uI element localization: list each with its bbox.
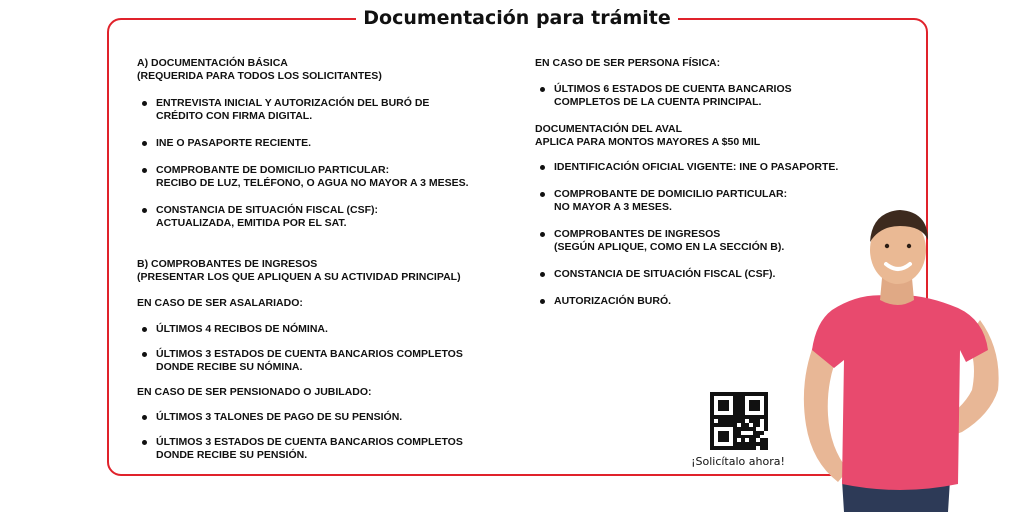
pensionado-heading: EN CASO DE SER PENSIONADO O JUBILADO: bbox=[137, 386, 372, 398]
list-item: ÚLTIMOS 4 RECIBOS DE NÓMINA. bbox=[137, 323, 517, 336]
list-item: INE O PASAPORTE RECIENTE. bbox=[137, 137, 517, 150]
page-title: Documentación para trámite bbox=[356, 3, 678, 33]
list-item: CONSTANCIA DE SITUACIÓN FISCAL (CSF): ACTUALIZADA, EMITIDA POR EL SAT. bbox=[137, 204, 517, 230]
list-item: ÚLTIMOS 3 TALONES DE PAGO DE SU PENSIÓN. bbox=[137, 411, 517, 424]
left-column bbox=[137, 57, 517, 462]
asalariado-heading: EN CASO DE SER ASALARIADO: bbox=[137, 297, 303, 309]
aval-heading: DOCUMENTACIÓN DEL AVAL APLICA PARA MONTOS MAYORES A $50 MIL bbox=[535, 123, 761, 148]
list-item: ÚLTIMOS 3 ESTADOS DE CUENTA BANCARIOS COMPLETOS DONDE RECIBE SU PENSIÓN. bbox=[137, 436, 517, 462]
section-a-list bbox=[137, 97, 517, 230]
section-b-heading: B) COMPROBANTES DE INGRESOS (PRESENTAR LOS QUE APLIQUEN A SU ACTIVIDAD PRINCIPAL) bbox=[137, 258, 461, 283]
person-illustration bbox=[790, 200, 1010, 512]
qr-code-icon[interactable] bbox=[710, 392, 768, 450]
list-item: COMPROBANTES DE INGRESOS (SEGÚN APLIQUE, COMO EN LA SECCIÓN B). bbox=[535, 228, 865, 254]
asalariado-list bbox=[137, 323, 517, 374]
list-item: IDENTIFICACIÓN OFICIAL VIGENTE: INE O PASAPORTE. bbox=[535, 161, 865, 174]
persona-fisica-list bbox=[535, 83, 865, 109]
list-item: ENTREVISTA INICIAL Y AUTORIZACIÓN DEL BURÓ DE CRÉDITO CON FIRMA DIGITAL. bbox=[137, 97, 517, 123]
cta-link[interactable]: ¡Solicítalo ahora! bbox=[691, 455, 785, 468]
list-item: ÚLTIMOS 3 ESTADOS DE CUENTA BANCARIOS COMPLETOS DONDE RECIBE SU NÓMINA. bbox=[137, 348, 517, 374]
list-item: COMPROBANTE DE DOMICILIO PARTICULAR: RECIBO DE LUZ, TELÉFONO, O AGUA NO MAYOR A 3 MESES. bbox=[137, 164, 517, 190]
persona-fisica-heading: EN CASO DE SER PERSONA FÍSICA: bbox=[535, 57, 721, 69]
section-a-heading: A) DOCUMENTACIÓN BÁSICA (REQUERIDA PARA TODOS LOS SOLICITANTES) bbox=[137, 57, 382, 82]
list-item: COMPROBANTE DE DOMICILIO PARTICULAR: NO MAYOR A 3 MESES. bbox=[535, 188, 865, 214]
list-item: CONSTANCIA DE SITUACIÓN FISCAL (CSF). bbox=[535, 268, 865, 281]
list-item: AUTORIZACIÓN BURÓ. bbox=[535, 295, 865, 308]
list-item: ÚLTIMOS 6 ESTADOS DE CUENTA BANCARIOS COMPLETOS DE LA CUENTA PRINCIPAL. bbox=[535, 83, 865, 109]
pensionado-list bbox=[137, 411, 517, 462]
